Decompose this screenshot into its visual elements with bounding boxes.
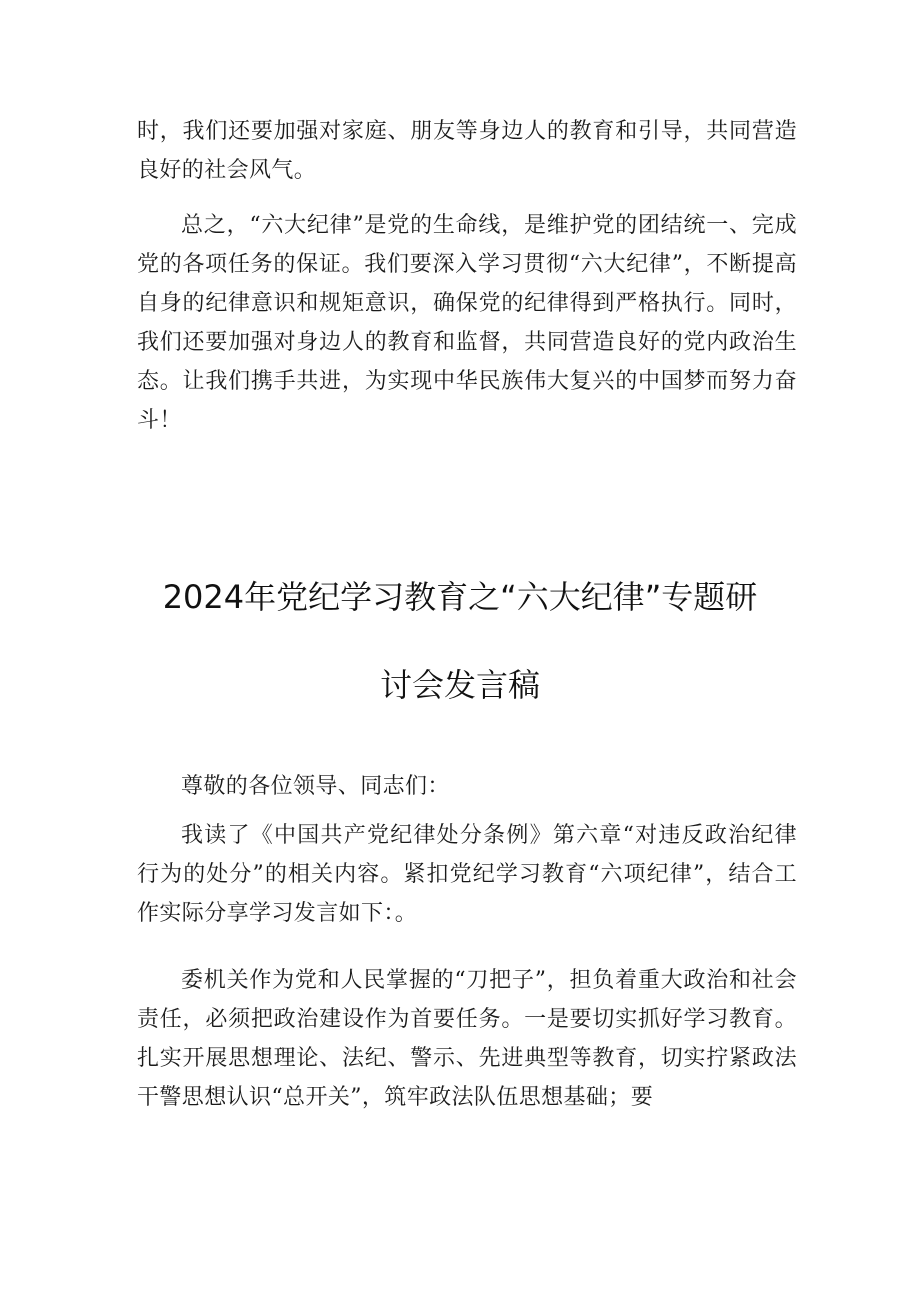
continuation-paragraph: 时，我们还要加强对家庭、朋友等身边人的教育和引导，共同营造良好的社会风气。 <box>137 119 797 183</box>
summary-paragraph: 总之，“六大纪律”是党的生命线，是维护党的团结统一、完成党的各项任务的保证。我们要深入学习贯彻“六大纪律”，不断提高自身的纪律意识和规矩意识，确保党的纪律得到严格执行。同时，我们还要加强对身边人的教育和监督，共同营造良好的党内政治生态。让我们携手共进，为实现中华民族伟大复兴的中国梦而努力奋斗！ <box>137 213 797 433</box>
document-title-line-2: 讨会发言稿 <box>379 666 540 704</box>
document-title-line-1: 2024年党纪学习教育之“六大纪律”专题研 <box>162 578 758 616</box>
salutation: 尊敬的各位领导、同志们： <box>181 774 450 799</box>
body-paragraph: 委机关作为党和人民掌握的“刀把子”，担负着重大政治和社会责任，必须把政治建设作为首要任务。一是要切实抓好学习教育。扎实开展思想理论、法纪、警示、先进典型等教育，切实拧紧政法干警思想认识“总开关”，筑牢政法队伍思想基础；要 <box>137 968 797 1110</box>
intro-paragraph: 我读了《中国共产党纪律处分条例》第六章“对违反政治纪律行为的处分”的相关内容。紧扣党纪学习教育“六项纪律”，结合工作实际分享学习发言如下：。 <box>137 823 797 926</box>
